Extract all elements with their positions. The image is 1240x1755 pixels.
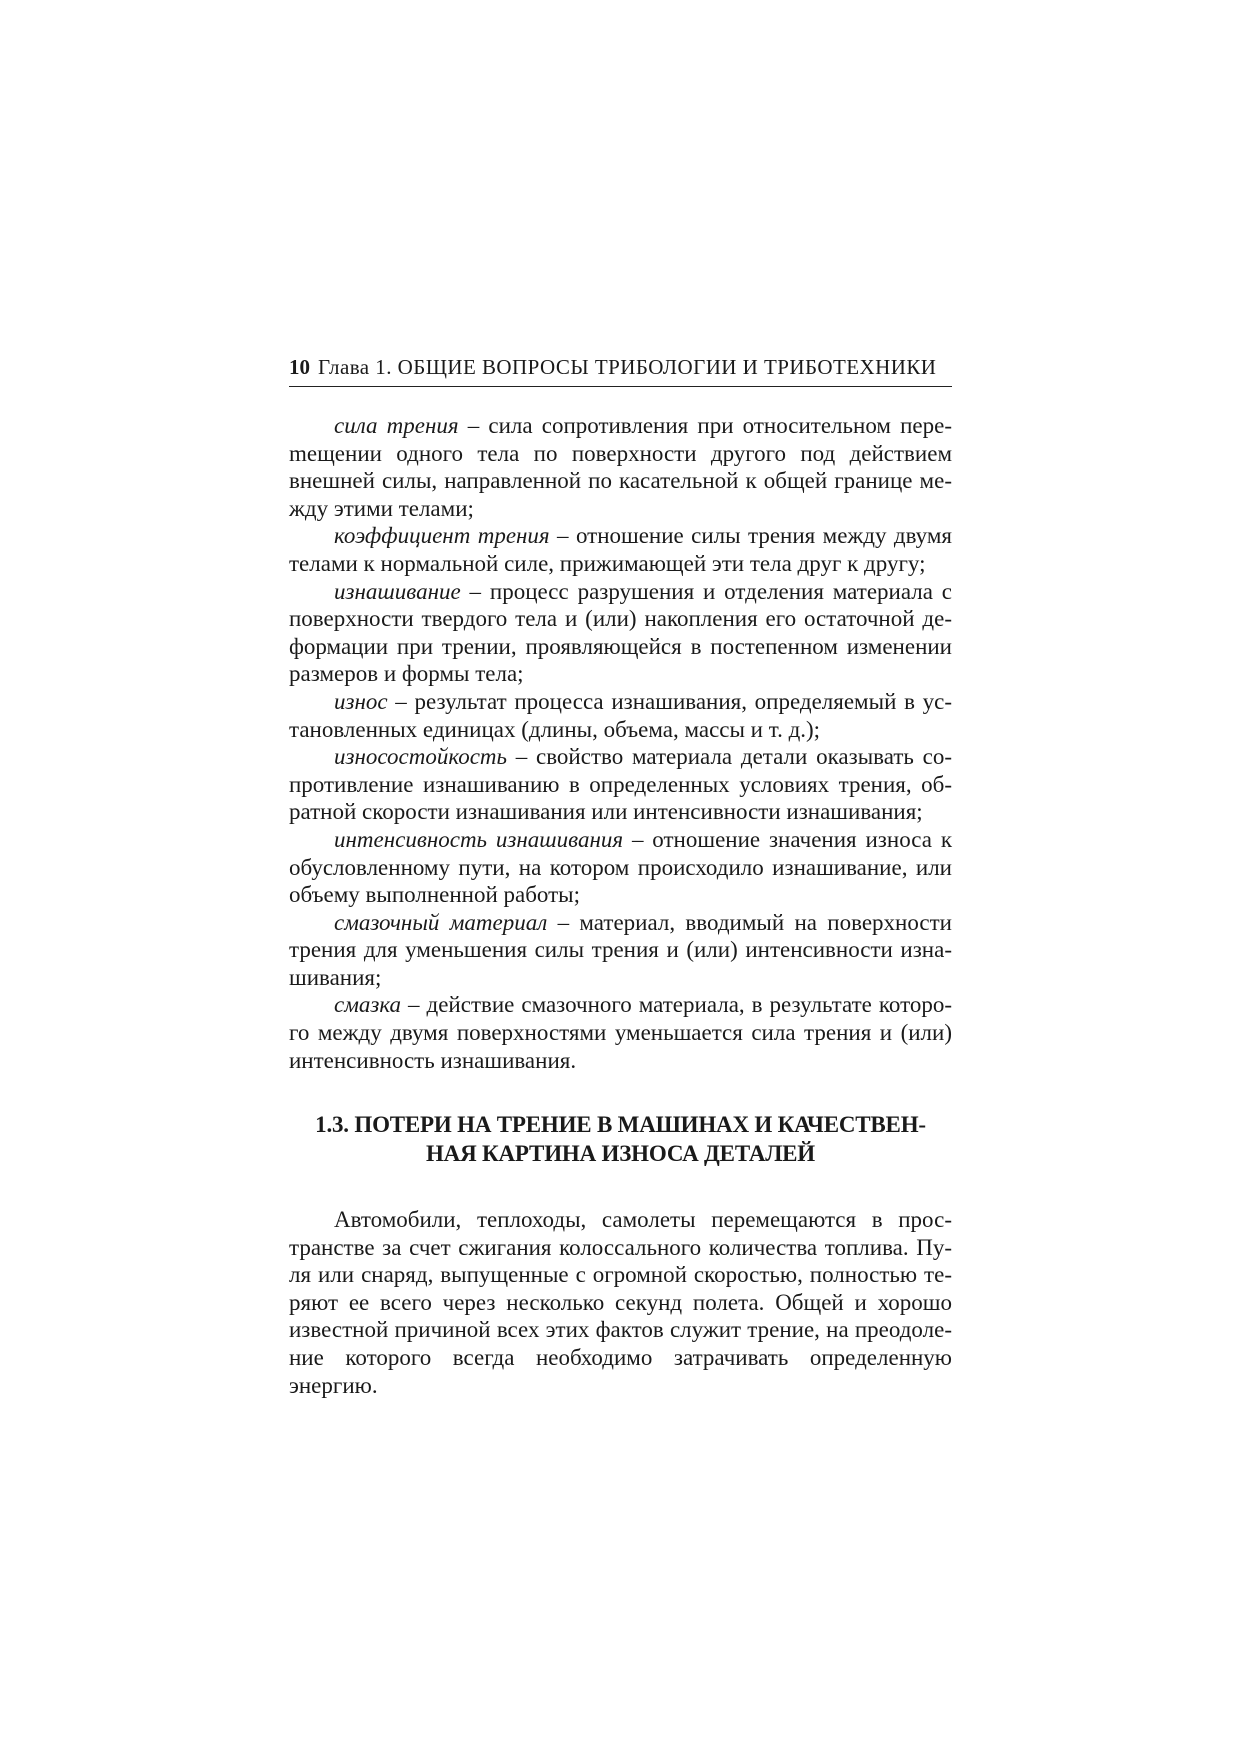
definition-text: – действие смазочного материала, в результате которого между двумя поверхностями уменьшается сила трения и (или) интенсивность изнашивания. [289, 992, 952, 1073]
running-header [289, 352, 952, 387]
body-paragraph: Автомобили, теплоходы, самолеты перемещаются в пространстве за счет сжигания колоссального количества топлива. Пуля или снаряд, выпущенные с огромной скоростью, полностью теряют ее всего через несколько секунд полета. Общей и хорошо известной причиной всех этих фактов служит трение, на преодоление которого всегда необходимо затрачивать определенную энергию. [289, 1207, 952, 1398]
definition-text: – процесс разрушения и отделения материала с поверхности твердого тела и (или) накопления его остаточной деформации при трении, проявляющейся в постепенном изменении размеров и формы тела; [289, 578, 952, 687]
section-heading [289, 1110, 952, 1168]
definition-entry [289, 412, 952, 522]
section-heading-line-1: 1.3. ПОТЕРИ НА ТРЕНИЕ В МАШИНАХ И КАЧЕСТВЕН- [315, 1112, 926, 1137]
definition-text: – результат процесса изнашивания, определяемый в установленных единицах (длины, объема, массы и т. д.); [289, 688, 952, 742]
definition-text: – отношение значения износа к обусловленному пути, на котором происходило изнашивание, или объему выполненной работы; [289, 826, 953, 908]
definition-entry [289, 522, 952, 577]
definition-text: – материал, вводимый на поверхности трения для уменьшения силы трения и (или) интенсивности изнашивания; [289, 909, 952, 990]
definitions-list [289, 412, 952, 1074]
definition-term: коэффициент трения [334, 523, 550, 549]
section-heading-line-2: НАЯ КАРТИНА ИЗНОСА ДЕТАЛЕЙ [425, 1141, 815, 1166]
definition-entry [289, 909, 952, 992]
definition-entry [289, 743, 952, 826]
definition-term: износ [334, 688, 388, 714]
page-number: 10 [289, 355, 310, 379]
definition-term: смазка [334, 992, 402, 1018]
definition-text: – свойство материала детали оказывать сопротивление изнашиванию в определенных условиях трения, обратной скорости изнашивания или интенсивности изнашивания; [289, 744, 952, 825]
definition-term: смазочный материал [334, 909, 548, 935]
definition-entry [289, 688, 952, 743]
definition-term: сила трения [334, 413, 459, 438]
definition-term: изнашивание [334, 578, 461, 604]
definition-entry [289, 991, 952, 1074]
definition-entry [289, 578, 952, 688]
definition-text: – сила сопротивления при относительном переmещении одного тела по поверхности другого под действием внешней силы, направленной по касательной к общей границе между этими телами; [289, 413, 952, 521]
chapter-title: Глава 1. ОБЩИЕ ВОПРОСЫ ТРИБОЛОГИИ И ТРИБОТЕХНИКИ [318, 355, 937, 379]
definition-term: интенсивность изнашивания [334, 826, 624, 852]
definition-term: износостойкость [334, 744, 508, 770]
definition-entry [289, 826, 952, 909]
definition-text: – отношение силы трения между двумя телами к нормальной силе, прижимающей эти тела друг к другу; [289, 523, 953, 576]
